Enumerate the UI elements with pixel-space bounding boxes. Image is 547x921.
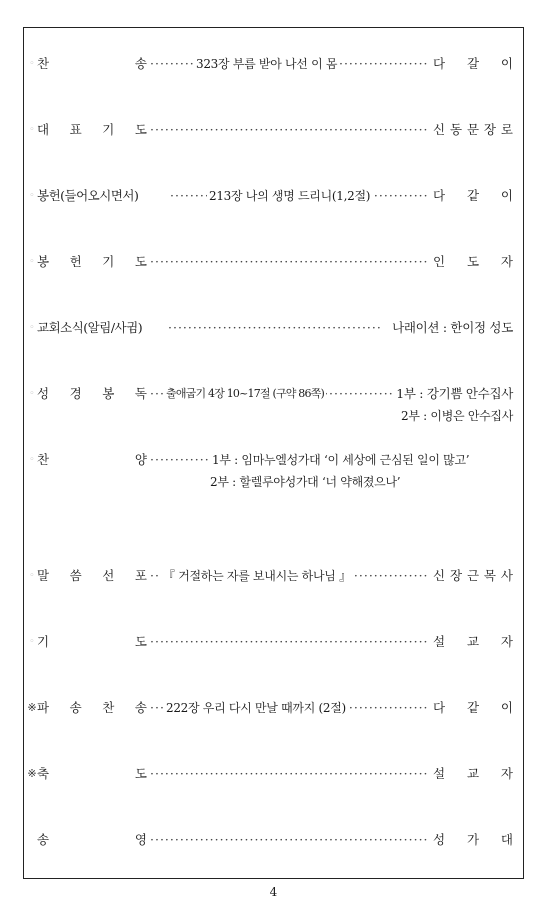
leader-dots bbox=[150, 765, 428, 783]
bullet-mark: ◦ bbox=[29, 455, 35, 465]
bullet-mark: ◦ bbox=[29, 389, 35, 399]
row-label: 대 표 기 도 bbox=[37, 122, 147, 137]
row-content: 323장 부름 받아 나선 이 몸 bbox=[196, 57, 338, 71]
row-label: 말 씀 선 포 bbox=[37, 568, 147, 583]
row-performer: 신 동 문 장 로 bbox=[433, 122, 513, 137]
row-performer: 설 교 자 bbox=[433, 634, 513, 649]
bullet-mark: ◦ bbox=[29, 125, 35, 135]
row-performer: 다 같 이 bbox=[433, 700, 513, 715]
row-label: 봉 헌 기 도 bbox=[37, 254, 147, 269]
row-performer: 성 가 대 bbox=[433, 832, 513, 847]
leader-dots bbox=[168, 319, 383, 337]
leader-dots bbox=[150, 121, 428, 139]
row-label: 송 영 bbox=[37, 832, 147, 847]
bullet-mark: ◦ bbox=[29, 571, 35, 581]
row-content-second: 2부 : 할렐루야성가대 ‘너 약해졌으나’ bbox=[210, 475, 401, 489]
row-content: 222장 우리 다시 만날 때까지 (2절) bbox=[166, 701, 346, 715]
row-label: 기 도 bbox=[37, 634, 147, 649]
bullet-mark: ◦ bbox=[29, 191, 35, 201]
page-number: 4 bbox=[269, 885, 278, 899]
row-label: 축 도 bbox=[37, 766, 147, 781]
row-performer: 다 갈 이 bbox=[433, 56, 513, 71]
row-performer: 인 도 자 bbox=[433, 254, 513, 269]
row-performer: 신 장 근 목 사 bbox=[433, 568, 513, 583]
bullet-mark: ※ bbox=[27, 701, 37, 714]
row-label: 봉헌(들어오시면서) bbox=[37, 188, 139, 203]
bullet-mark: ◦ bbox=[29, 323, 35, 333]
row-performer: 다 같 이 bbox=[433, 188, 513, 203]
bullet-mark: ◦ bbox=[29, 637, 35, 647]
row-label: 교회소식(알림/사귐) bbox=[37, 320, 143, 335]
leader-dots bbox=[150, 253, 428, 271]
leader-dots bbox=[150, 831, 428, 849]
row-performer: 나래이션 : 한이정 성도 bbox=[392, 320, 513, 335]
bullet-mark: ◦ bbox=[29, 257, 35, 267]
row-content: 1부 : 임마누엘성가대 ‘이 세상에 근심된 일이 많고’ bbox=[212, 453, 470, 467]
row-performer-second: 2부 : 이병은 안수집사 bbox=[401, 409, 513, 423]
row-label: 파 송 찬 송 bbox=[37, 700, 147, 715]
row-label: 찬 양 bbox=[37, 452, 147, 467]
row-label: 성 경 봉 독 bbox=[37, 386, 147, 401]
program-frame bbox=[23, 27, 524, 879]
bullet-mark: ◦ bbox=[29, 59, 35, 69]
bullet-mark: ※ bbox=[27, 767, 37, 780]
row-label: 찬 송 bbox=[37, 56, 147, 71]
row-content: 213장 나의 생명 드리니(1,2절) bbox=[209, 189, 371, 203]
leader-dots bbox=[150, 633, 428, 651]
row-content: 『 거절하는 자를 보내시는 하나님 』 bbox=[163, 569, 351, 583]
row-performer: 설 교 자 bbox=[433, 766, 513, 781]
row-content: 출애굽기 4장 10~17절 (구약 86쪽) bbox=[164, 385, 326, 403]
row-performer: 1부 : 강기쁨 안수집사 bbox=[396, 386, 513, 401]
